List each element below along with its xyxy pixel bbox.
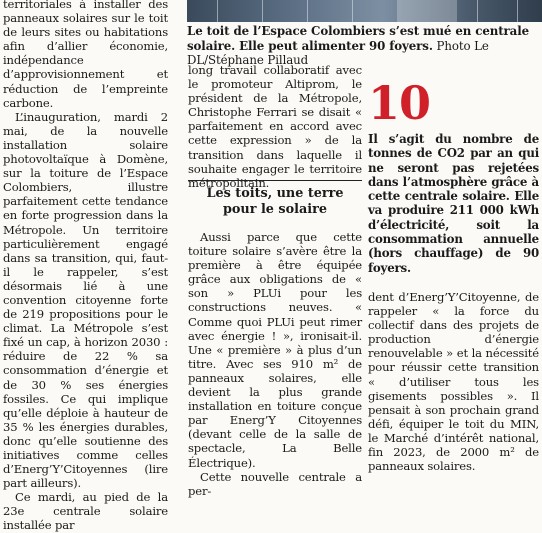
article-column-3 [368,290,539,474]
photo-credit: Photo Le DL/Stéphane Pillaud [187,38,489,67]
paragraph: Cette nouvelle centrale a per- [188,469,362,498]
paragraph: dent d’Energ’Y’Citoyenne, de rappeler « la force du collectif dans des projets de production d’énergie renouvelable » et la nécessité pour réussir cette transition « d’utiliser tous les gisements possibles ». Il pensait à son prochain grand défi, équiper le toit du MIN, le Marché d’intérêt national, fin 2023, de 2000 m² de panneaux solaires. [368,290,539,474]
section-subheading: Les toits, une terre pour le solaire [206,186,344,217]
paragraph: Ce mardi, au pied de la 23e centrale solaire installée par [3,490,168,533]
article-column-2-continued [188,230,362,498]
paragraph: long travail collaboratif avec le promoteur Altiprom, le président de la Métropole, Christophe Ferrari se disait « parfaitement en accord avec cette expression » de la transition dans laquelle il souhaite engager le territoire métropolitain. [188,63,362,190]
solar-roof-photo [187,0,542,22]
section-divider [188,180,362,181]
factbox-number: 10 [368,76,431,130]
paragraph: L’inauguration, mardi 2 mai, de la nouvelle installation solaire photovoltaïque à Domène, sur la toiture de l’Espace Colombiers, illustre parfaitement cette tendance en forte progression dans la Métropole. Un territoire particulièrement engagé dans sa transition, qui, faut-il le rappeler, s’est désormais lié à une convention citoyenne forte de 219 propositions pour le climat. La Métropole s’est fixé un cap, à horizon 2030 : réduire de 22 % sa consommation d’énergie et de 30 % ses énergies fossiles. Ce qui implique qu’elle déploie à hauteur de 35 % les énergies durables, donc qu’elle soutienne des initiatives comme celles d’Energ’Y’Citoyennes (lire part ailleurs). [3,109,168,491]
factbox-text: Il s’agit du nombre de tonnes de CO2 par an qui ne seront pas rejetées dans l’atmosphère grâce à cette centrale solaire. Elle va produire 211 000 kWh d’électricité, soit la consommation annuelle (hors chauffage) de 90 foyers. [368,132,539,275]
caption-text: Le toit de l’Espace Colombiers s’est mué en centrale solaire. Elle peut alimenter 90 foyers. [187,24,529,53]
paragraph: Aussi parce que cette toiture solaire s’avère être la première à être équipée grâce aux obligations de « son » PLUi pour les constructions neuves. « Comme quoi PLUi peut rimer avec énergie ! », ironisait-il. Une « première » à plus d’un titre. Avec ses 910 m² de panneaux solaires, elle devient la plus grande installation en toiture conçue par Energ’Y Citoyennes (devant celle de la salle de spectacle, La Belle Électrique). [188,230,362,470]
paragraph: territoriales à installer des panneaux solaires sur le toit de leurs sites ou habitations afin d’allier économie, indépendance d’approvisionnement et réduction de l’empreinte carbone. [3,0,168,110]
photo-caption [187,24,539,68]
article-column-1 [3,0,168,533]
